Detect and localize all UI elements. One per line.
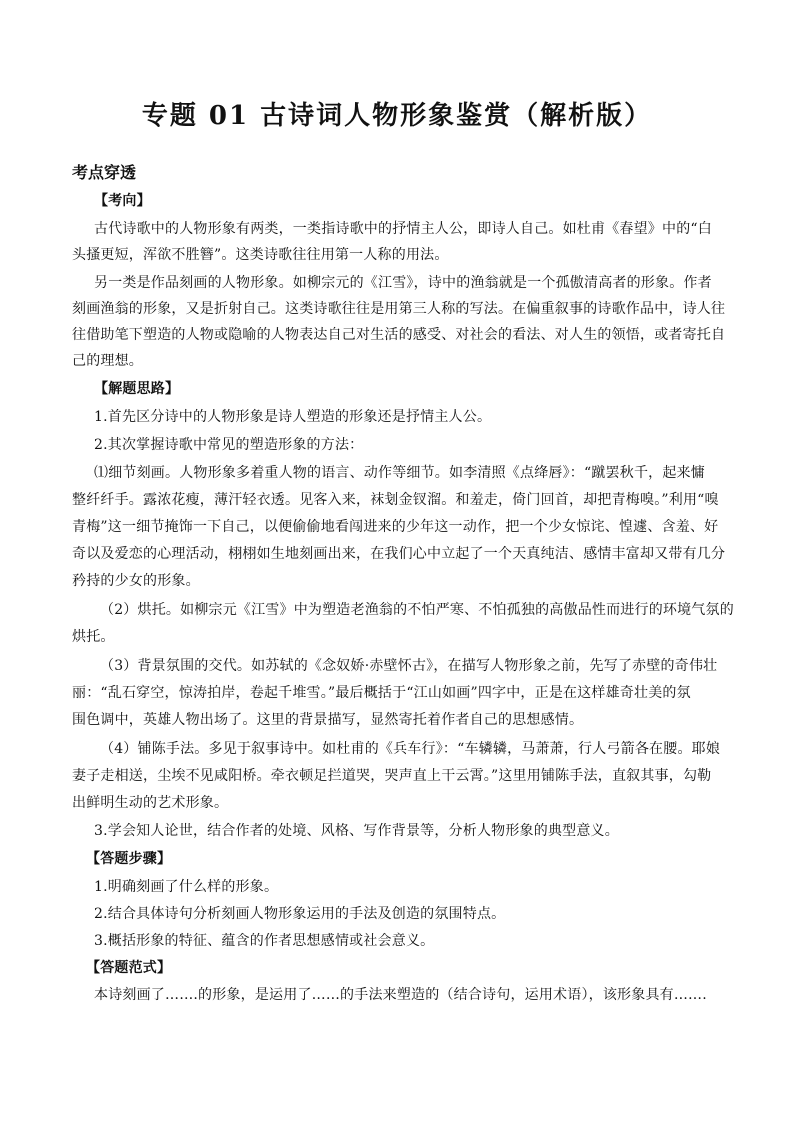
- paragraph-line: 己的理想。: [72, 353, 143, 369]
- heading-dati-buzhou: 【答题步骤】: [86, 851, 172, 867]
- paragraph-line: （4）铺陈手法。多见于叙事诗中。如杜甫的《兵车行》：“车辚辚，马萧萧，行人弓箭各在腰。耶娘: [100, 741, 721, 757]
- page-title: 专题 01 古诗词人物形象鉴赏（解析版）: [141, 101, 653, 131]
- paragraph-line: 出鲜明生动的艺术形象。: [72, 795, 229, 811]
- paragraph-line: 青梅”这一细节掩饰一下自己，以便偷偷地看闯进来的少年这一动作，把一个少女惊诧、惶遽、含羞、好: [72, 519, 719, 535]
- paragraph-line: 另一类是作品刻画的人物形象。如柳宗元的《江雪》，诗中的渔翁就是一个孤傲清高者的形象。作者: [94, 275, 712, 291]
- heading-dati-fanshi: 【答题范式】: [86, 960, 172, 976]
- paragraph-line: 古代诗歌中的人物形象有两类，一类指诗歌中的抒情主人公，即诗人自己。如杜甫《春望》中的“白: [94, 221, 712, 237]
- paragraph-line: 2.结合具体诗句分析刻画人物形象运用的手法及创造的氛围特点。: [94, 906, 506, 922]
- section-heading: 考点穿透: [72, 163, 137, 182]
- paragraph-line: （3）背景氛围的交代。如苏轼的《念奴娇·赤壁怀古》，在描写人物形象之前，先写了赤壁的奇伟壮: [100, 658, 718, 674]
- paragraph-line: 刻画渔翁的形象，又是折射自己。这类诗歌往往是用第三人称的写法。在偏重叙事的诗歌作品中，诗人往: [72, 301, 726, 317]
- paragraph-line: 往借助笔下塑造的人物或隐喻的人物表达自己对生活的感受、对社会的看法、对人生的领悟，或者寄托自: [72, 327, 726, 343]
- paragraph-line: （2）烘托。如柳宗元《江雪》中为塑造老渔翁的不怕严寒、不怕孤独的高傲品性而进行的环境气氛的: [100, 602, 734, 618]
- paragraph-line: 1.明确刻画了什么样的形象。: [94, 879, 279, 895]
- paragraph-line: 奇以及爱恋的心理活动，栩栩如生地刻画出来，在我们心中立起了一个天真纯洁、感情丰富却又带有几分: [72, 546, 726, 562]
- paragraph-line: 头搔更短，浑欲不胜簪”。这类诗歌往往用第一人称的用法。: [72, 247, 449, 263]
- paragraph-line: 3.概括形象的特征、蕴含的作者思想感情或社会意义。: [94, 933, 435, 949]
- paragraph-line: 整纤纤手。露浓花瘦，薄汗轻衣透。见客入来，袜刬金钗溜。和羞走，倚门回首，却把青梅嗅。”利用“嗅: [72, 492, 719, 508]
- paragraph-line: 1.首先区分诗中的人物形象是诗人塑造的形象还是抒情主人公。: [94, 409, 492, 425]
- heading-jieti-silu: 【解题思路】: [94, 381, 180, 397]
- paragraph-line: 围色调中，英雄人物出场了。这里的背景描写，显然寄托着作者自己的思想感情。: [72, 712, 584, 728]
- paragraph-line: 矜持的少女的形象。: [72, 573, 200, 589]
- heading-kaoxiang: 【考向】: [94, 193, 151, 209]
- paragraph-line: ⑴细节刻画。人物形象多着重人物的语言、动作等细节。如李清照《点绛唇》：“蹴罢秋千，起来慵: [94, 465, 705, 481]
- paragraph-line: 2.其次掌握诗歌中常见的塑造形象的方法：: [94, 437, 364, 453]
- paragraph-line: 妻子走相送，尘埃不见咸阳桥。牵衣顿足拦道哭，哭声直上干云霄。”这里用铺陈手法，直叙其事，勾勒: [72, 768, 712, 784]
- paragraph-line: 3.学会知人论世，结合作者的处境、风格、写作背景等，分析人物形象的典型意义。: [94, 823, 619, 839]
- paragraph-line: 烘托。: [72, 629, 115, 645]
- paragraph-line: 丽：“乱石穿空，惊涛拍岸，卷起千堆雪。”最后概括于“江山如画”四字中，正是在这样雄奇壮美的氛: [72, 685, 691, 701]
- paragraph-line: 本诗刻画了…….的形象，是运用了……的手法来塑造的（结合诗句，运用术语），该形象具有…….: [94, 987, 707, 1003]
